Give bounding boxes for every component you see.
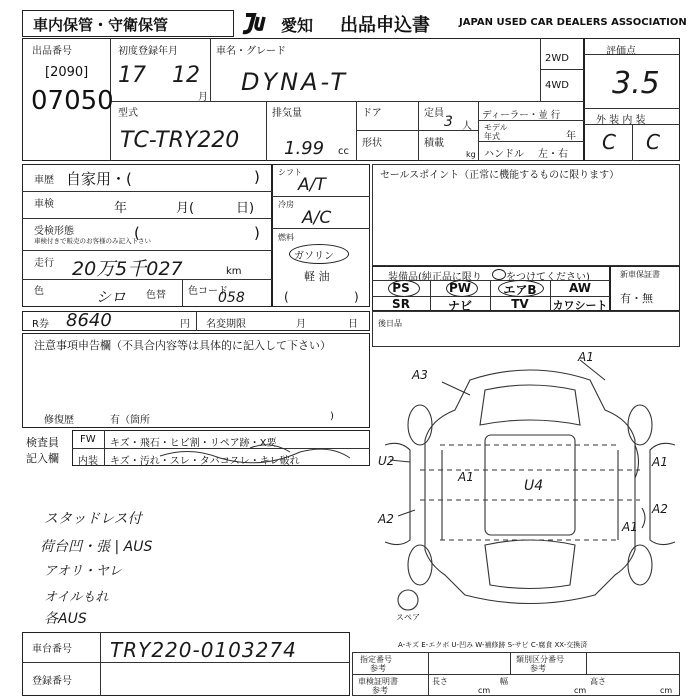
handwritten-note-4: オイルもれ <box>44 590 109 605</box>
recycle-value: 8640 <box>66 310 112 331</box>
model-year-unit: 年 <box>566 131 576 142</box>
color-label: 色 <box>34 286 44 297</box>
inspector-scribble <box>150 442 360 472</box>
aircon-label: 冷房 <box>278 200 294 209</box>
capacity-unit: 人 <box>462 121 472 132</box>
fuel-open: ( <box>284 290 289 304</box>
model-value: TC-TRY220 <box>120 128 240 153</box>
damage-legend: A-キズ E-エクボ U-凹み W-補修跡 S-サビ C-腐食 XX-交換済 <box>398 641 588 649</box>
registration-month-unit: 月 <box>198 92 208 103</box>
mileage-unit: km <box>226 266 242 277</box>
size-length-unit: cm <box>478 686 491 695</box>
diagram-mark-a2-left: A2 <box>378 512 394 526</box>
displacement-label: 排気量 <box>272 108 302 119</box>
car-name-value: DYNA-T <box>241 68 349 96</box>
registration-label: 初度登録年月 <box>118 46 178 57</box>
inspector-label2: 記入欄 <box>26 452 59 465</box>
lot-bracket-number: [2090] <box>45 65 89 80</box>
diagram-mark-u2: U2 <box>378 454 395 468</box>
inspector-row2-head: 内装 <box>78 456 98 467</box>
spare-label: スペア <box>396 613 420 622</box>
name-change-day: 日 <box>348 319 358 330</box>
size-length: 長さ <box>432 677 448 686</box>
recycle-label: R券 <box>32 319 49 330</box>
equipment-mark <box>492 269 506 280</box>
category-sub: 参考 <box>530 664 546 673</box>
inspector-row2: キズ・汚れ・スレ・タバコスレ・キレ破れ <box>110 456 300 467</box>
receipt-sub: 車検付きで販売のお客様のみ記入下さい <box>34 237 151 245</box>
doors-label: ドア <box>362 108 382 119</box>
ext-int-label: 外 装 内 装 <box>596 115 646 126</box>
aircon-value: A/C <box>302 208 332 228</box>
lot-number: 07050 <box>31 86 114 116</box>
displacement-unit: cc <box>338 146 349 157</box>
handwritten-note-1: スタッドレス付 <box>44 511 142 527</box>
equipment-ps: PS <box>392 281 410 295</box>
equipment-hint: をつけてください) <box>506 272 590 283</box>
color-change-label: 色替 <box>146 290 166 301</box>
after-date-label: 後日品 <box>378 319 402 328</box>
size-width: 幅 <box>500 677 508 686</box>
equipment-navi: ナビ <box>447 299 472 313</box>
shift-label: シフト <box>278 168 302 177</box>
chassis-label: 車台番号 <box>32 644 72 655</box>
equipment-sr: SR <box>392 297 410 311</box>
warranty-value: 有・無 <box>620 292 653 305</box>
after-date-box <box>372 311 680 347</box>
fuel-gas: ガソリン <box>294 251 334 262</box>
car-name-label: 車名・グレード <box>216 46 286 57</box>
registration-year: 17 <box>118 63 146 88</box>
model-year-label1: モデル <box>484 123 508 132</box>
equipment-leather-seat: カワシート <box>552 299 608 312</box>
ju-logo <box>240 11 278 35</box>
color-code-value: 058 <box>218 290 245 306</box>
inspector-row1-head: FW <box>80 434 96 445</box>
notes-label: 注意事項申告欄（不具合内容等は具体的に記入して下さい） <box>34 339 331 352</box>
shape-label: 形状 <box>362 138 382 149</box>
inspection-month: 月( <box>176 201 195 216</box>
cert-label: 登録番号 <box>32 676 72 687</box>
diagram-mark-a1-top: A1 <box>578 350 594 364</box>
equipment-ps-circle <box>388 280 420 297</box>
load-label: 積載 <box>424 138 444 149</box>
specified-label: 指定番号 <box>360 655 392 664</box>
inspector-row1: キズ・飛石・ヒビ割・リペア跡・X要 <box>110 438 277 449</box>
handwritten-note-2: 荷台凹・張 | AUS <box>40 539 153 555</box>
equipment-aw: AW <box>569 281 591 295</box>
lot-label: 出品番号 <box>32 46 72 57</box>
equipment-pw: PW <box>448 281 472 295</box>
color-code-label: 色コード <box>188 286 228 297</box>
name-change-month: 月 <box>296 319 306 330</box>
fuel-label: 燃料 <box>278 233 294 242</box>
diagram-mark-u4: U4 <box>524 478 544 494</box>
category-label: 類別区分番号 <box>516 655 564 664</box>
repair-close: ) <box>330 411 334 422</box>
receipt-close: ) <box>254 224 260 242</box>
storage-tag <box>22 10 234 37</box>
vehicle-type-close: ) <box>254 168 260 186</box>
specified-sub: 参考 <box>370 664 386 673</box>
drive-2wd: 2WD <box>545 53 569 64</box>
interior-grade: C <box>646 130 660 154</box>
handwritten-note-3: アオリ・ヤレ <box>44 564 122 579</box>
form-title: 出品申込書 <box>340 15 430 36</box>
name-change-label: 名変期限 <box>206 319 246 330</box>
model-label: 型式 <box>118 108 138 119</box>
fuel-diesel: 軽 油 <box>304 270 330 283</box>
logo-text: 愛知 <box>281 16 314 35</box>
equipment-tv: TV <box>511 297 529 311</box>
diagram-mark-a2-right: A2 <box>652 502 668 516</box>
receipt-open: ( <box>134 224 140 242</box>
recycle-unit: 円 <box>180 319 190 330</box>
rating-label: 評価点 <box>606 46 636 57</box>
equipment-airbag-circle <box>498 280 544 297</box>
inspector-label1: 検査員 <box>26 436 59 449</box>
diagram-mark-a1-right: A1 <box>652 455 668 469</box>
shift-value: A/T <box>298 175 326 195</box>
handwritten-note-5: 各AUS <box>44 611 87 627</box>
exterior-grade: C <box>602 130 616 154</box>
warranty-label: 新車保証書 <box>620 270 660 279</box>
dealer-label: ディーラー・並 行 <box>482 110 561 121</box>
size-label2: 参考 <box>372 686 388 695</box>
size-width-unit: cm <box>574 686 587 695</box>
receipt-label: 受検形態 <box>34 226 74 237</box>
load-unit: kg <box>466 150 476 159</box>
drive-4wd: 4WD <box>545 80 569 91</box>
registration-month: 12 <box>172 63 200 88</box>
ju-logo-icon <box>240 11 278 35</box>
association-name: JAPAN USED CAR DEALERS ASSOCIATION <box>459 17 687 28</box>
vehicle-type-label: 車歴 <box>34 175 54 186</box>
chassis-number: TRY220-0103274 <box>110 638 297 662</box>
vehicle-type-value: 自家用・( <box>66 170 132 188</box>
size-label1: 車検証明書 <box>358 677 398 686</box>
capacity-label: 定員 <box>424 108 444 119</box>
inspection-label: 車検 <box>34 199 54 210</box>
equipment-airbag: エアB <box>503 283 537 297</box>
diagram-mark-a3: A3 <box>412 368 428 382</box>
size-height: 高さ <box>590 677 606 686</box>
capacity-value: 3 <box>444 114 453 130</box>
handle-value: 左・右 <box>538 149 568 160</box>
storage-tag-text: 車内保管・守衛保管 <box>33 16 169 34</box>
equipment-label: 装備品(純正品に限り <box>388 272 482 283</box>
inspection-year: 年 <box>114 201 128 216</box>
diagram-mark-a1-bottom: A1 <box>622 520 638 534</box>
handle-label: ハンドル <box>484 149 524 160</box>
color-value: シロ <box>96 288 127 306</box>
size-height-unit: cm <box>660 686 673 695</box>
inspection-day: 日) <box>236 201 255 216</box>
repair-label: 修復歴 <box>44 415 74 426</box>
mileage-label: 走行 <box>34 258 54 269</box>
repair-value: 有（箇所 <box>110 415 150 426</box>
model-year-label2: 年式 <box>484 132 500 141</box>
fuel-close: ) <box>354 290 359 304</box>
sales-point-label: セールスポイント（正常に機能するものに限ります） <box>380 170 620 181</box>
rating-value: 3.5 <box>612 66 660 101</box>
mileage-value: 20万5千027 <box>72 258 183 280</box>
diagram-mark-a1-left: A1 <box>458 470 474 484</box>
equipment-pw-circle <box>446 280 478 297</box>
displacement-value: 1.99 <box>284 138 325 159</box>
